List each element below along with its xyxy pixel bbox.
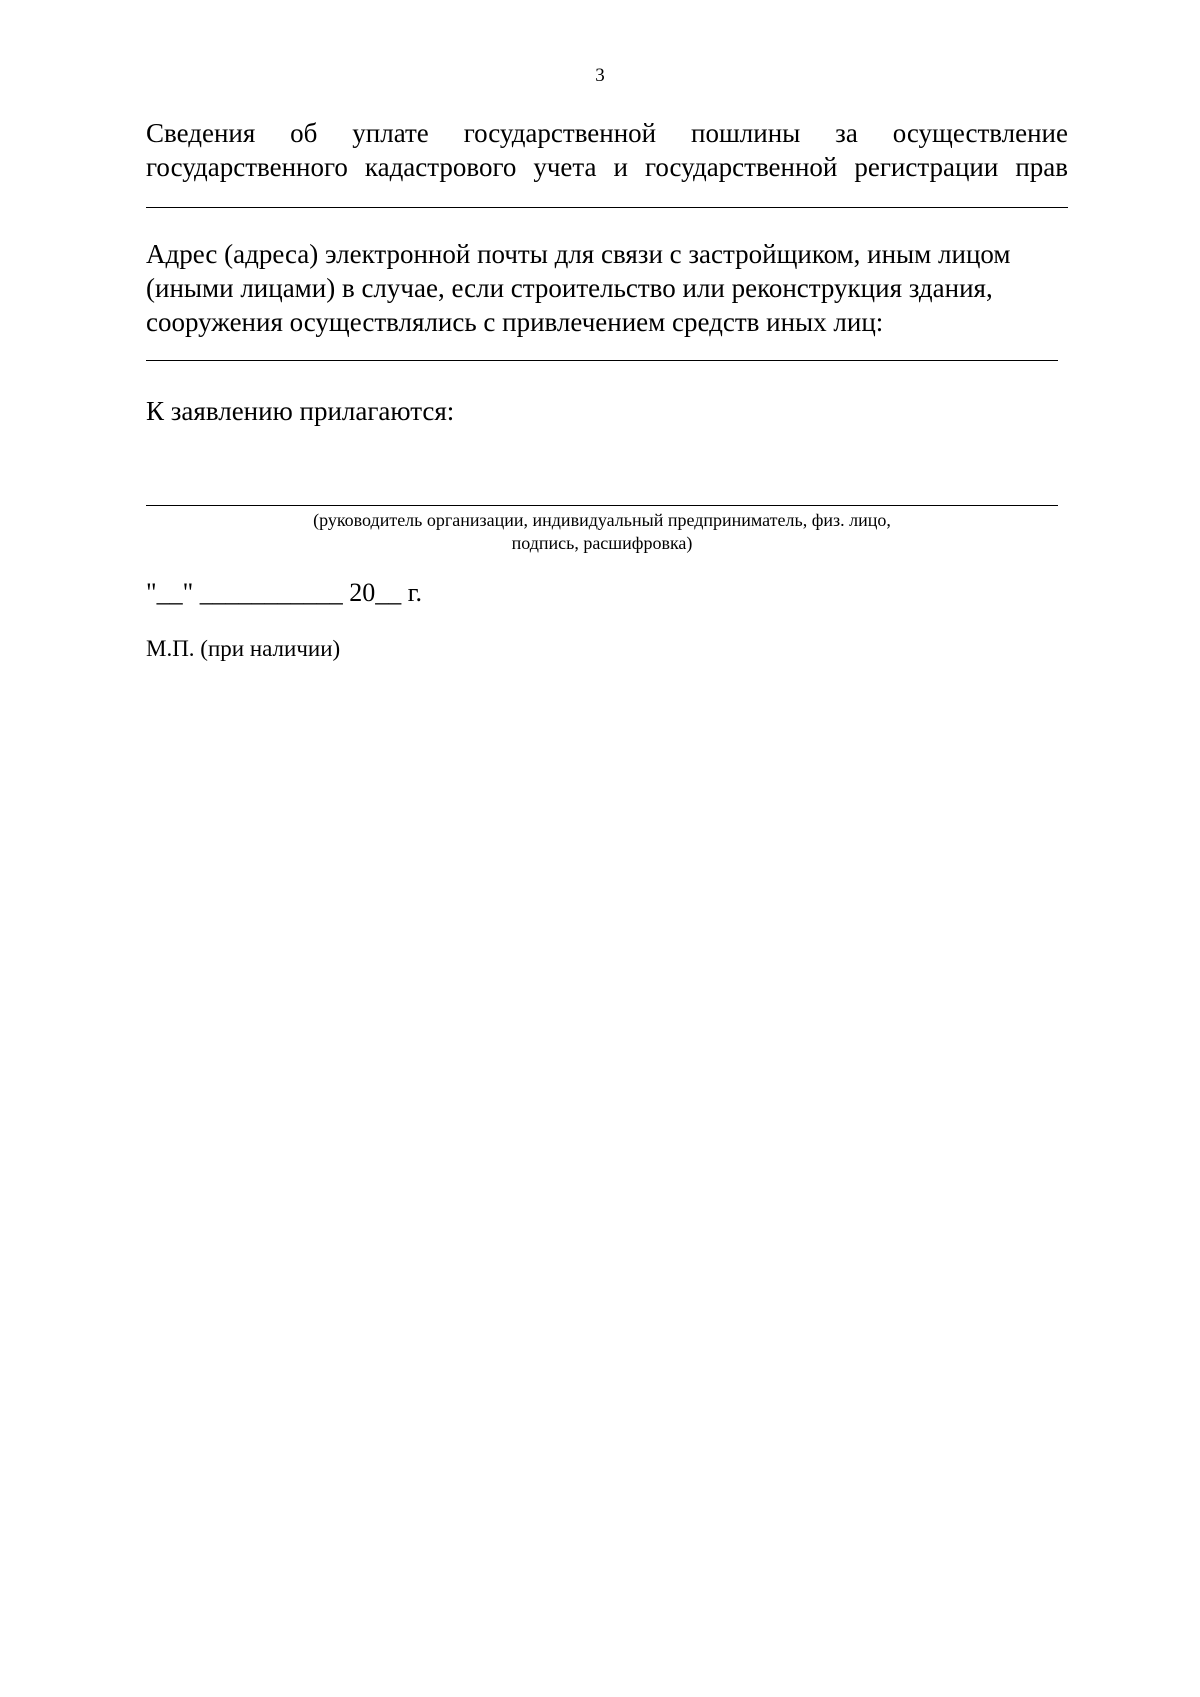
fee-payment-line-1: Сведения об уплате государственной пошлины за осуществление xyxy=(146,118,1068,148)
email-info-line-3: сооружения осуществлялись с привлечением средств иных лиц: xyxy=(146,307,884,337)
stamp-label: М.П. (при наличии) xyxy=(146,636,341,661)
email-answer-line xyxy=(146,360,1058,361)
signature-caption-line-1: (руководитель организации, индивидуальный предприниматель, физ. лицо, xyxy=(313,510,891,530)
attachments-label: К заявлению прилагаются: xyxy=(146,396,455,426)
date-line: "__" ___________ 20__ г. xyxy=(146,578,422,607)
signature-caption-line-2: подпись, расшифровка) xyxy=(511,533,693,553)
signature-caption xyxy=(146,509,1058,555)
fee-payment-info xyxy=(146,116,1068,184)
signature-line xyxy=(146,505,1058,506)
page-number: 3 xyxy=(595,65,605,86)
email-address-info xyxy=(146,237,1076,339)
email-info-line-1: Адрес (адреса) электронной почты для связи с застройщиком, иным лицом xyxy=(146,239,1011,269)
email-info-line-2: (иными лицами) в случае, если строительство или реконструкция здания, xyxy=(146,273,993,303)
fee-payment-line-2: государственного кадастрового учета и государственной регистрации прав xyxy=(146,152,1068,182)
fee-payment-answer-line xyxy=(146,207,1068,208)
